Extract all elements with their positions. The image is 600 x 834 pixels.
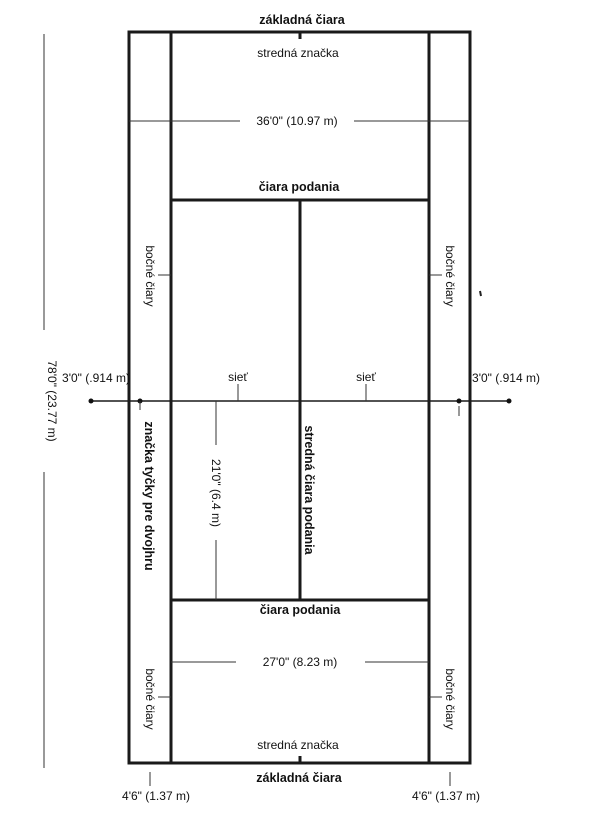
baseline-bottom-label: základná čiara: [256, 771, 342, 785]
net-extension-right-label: 3'0" (.914 m): [472, 371, 540, 385]
length-dimension-label: 78'0" (23.77 m): [45, 360, 59, 442]
sideline-right-top-label: bočné čiary: [443, 245, 457, 307]
net-post-left: [89, 399, 94, 404]
net-extension-left-label: 3'0" (.914 m): [62, 371, 130, 385]
center-mark-bottom-label: stredná značka: [257, 738, 339, 752]
baseline-top-label: základná čiara: [259, 13, 345, 27]
sideline-right-bottom-label: bočné čiary: [443, 668, 457, 730]
service-line-bottom-label: čiara podania: [259, 603, 341, 617]
net-label-right: sieť: [356, 370, 376, 384]
doubles-post-mark-label: značka tyčky pre dvojhru: [142, 421, 156, 571]
service-line-top-label: čiara podania: [258, 180, 340, 194]
center-service-line-label: stredná čiara podania: [302, 425, 316, 555]
net-label-left: sieť: [228, 370, 248, 384]
width-36-label: 36'0" (10.97 m): [256, 114, 338, 128]
stray-mark: [480, 291, 481, 296]
sideline-left-top-label: bočné čiary: [143, 245, 157, 307]
sideline-left-bottom-label: bočné čiary: [143, 668, 157, 730]
service-depth-label: 21'0" (6.4 m): [209, 459, 223, 527]
net-post-right: [507, 399, 512, 404]
alley-width-right-label: 4'6" (1.37 m): [412, 789, 480, 803]
alley-width-left-label: 4'6" (1.37 m): [122, 789, 190, 803]
width-27-label: 27'0" (8.23 m): [262, 655, 338, 669]
singles-stick-right: [457, 399, 462, 404]
center-mark-top-label: stredná značka: [257, 46, 339, 60]
